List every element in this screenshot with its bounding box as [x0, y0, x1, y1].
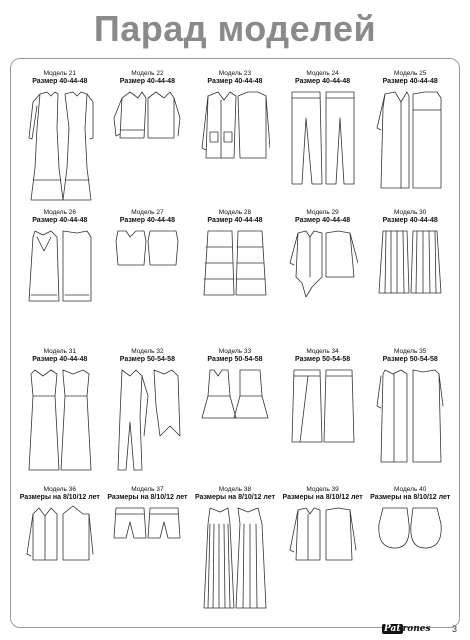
model-size: Размер 40-44-48 [295, 78, 351, 85]
garment-sketch-icon [375, 504, 445, 554]
model-number: Модель 25 [394, 70, 427, 77]
model-number: Модель 31 [43, 347, 76, 355]
model-size: Размер 40-44-48 [382, 78, 438, 85]
model-number: Модель 22 [131, 70, 164, 77]
model-size: Размер 40-44-48 [295, 216, 351, 224]
model-number: Модель 29 [306, 208, 339, 216]
model-size: Размеры на 8/10/12 лет [194, 494, 276, 502]
garment-sketch-icon [25, 227, 95, 307]
model-size: Размер 50-54-58 [295, 355, 351, 363]
model-card [279, 207, 367, 346]
garment-sketch-icon [288, 227, 358, 302]
garment-sketch-icon [200, 88, 270, 168]
model-card [16, 484, 104, 623]
model-size: Размер 40-44-48 [207, 216, 263, 224]
model-card [104, 68, 192, 207]
model-size: Размеры на 8/10/12 лет [370, 494, 451, 502]
model-number: Модель 38 [218, 486, 252, 494]
model-card [191, 484, 279, 623]
model-number: Модель 34 [306, 347, 339, 355]
model-size: Размеры на 8/10/12 лет [107, 494, 188, 502]
model-number: Модель 40 [394, 486, 427, 494]
model-card [279, 346, 367, 485]
model-card [104, 484, 192, 623]
model-number: Модель 32 [131, 347, 164, 355]
garment-sketch-icon [112, 504, 182, 542]
model-number: Модель 24 [306, 70, 339, 77]
model-card [366, 68, 454, 207]
model-number: Модель 36 [43, 486, 76, 494]
model-size: Размер 50-54-58 [119, 355, 175, 363]
garment-sketch-icon [25, 366, 95, 476]
model-number: Модель 35 [394, 347, 427, 355]
model-number: Модель 28 [218, 208, 252, 216]
model-size: Размер 50-54-58 [382, 355, 438, 363]
garment-sketch-icon [25, 504, 95, 564]
garment-sketch-icon [200, 227, 270, 299]
page-number: 3 [452, 624, 458, 634]
model-number: Модель 26 [43, 208, 76, 216]
model-card [16, 346, 104, 485]
model-card [366, 346, 454, 485]
model-card [279, 68, 367, 207]
model-size: Размер 40-44-48 [32, 78, 88, 85]
model-card [191, 68, 279, 207]
garment-sketch-icon [200, 366, 270, 436]
model-card [191, 207, 279, 346]
model-number: Модель 33 [218, 347, 252, 355]
model-size: Размер 40-44-48 [119, 78, 175, 85]
garment-sketch-icon [200, 504, 270, 614]
model-card [104, 346, 192, 485]
model-size: Размер 40-44-48 [207, 78, 263, 85]
model-size: Размер 50-54-58 [207, 355, 263, 363]
model-number: Модель 23 [218, 70, 252, 77]
garment-sketch-icon [375, 366, 445, 466]
model-size: Размеры на 8/10/12 лет [282, 494, 363, 502]
model-card [104, 207, 192, 346]
garment-sketch-icon [112, 366, 182, 476]
model-size: Размер 40-44-48 [32, 216, 88, 224]
model-card [191, 346, 279, 485]
model-size: Размер 40-44-48 [119, 216, 175, 224]
garment-sketch-icon [375, 227, 445, 297]
model-card [279, 484, 367, 623]
model-card [366, 207, 454, 346]
model-number: Модель 39 [306, 486, 339, 494]
brand-logo: Pat rones [384, 624, 431, 634]
garment-sketch-icon [25, 88, 95, 206]
model-size: Размер 40-44-48 [32, 355, 88, 363]
models-grid [16, 68, 454, 623]
page-title: Парад моделей [93, 8, 377, 49]
model-number: Модель 37 [131, 486, 164, 494]
model-card [366, 484, 454, 623]
garment-sketch-icon [288, 504, 358, 564]
model-number: Модель 21 [43, 70, 76, 77]
garment-sketch-icon [375, 88, 445, 193]
garment-sketch-icon [288, 366, 358, 446]
garment-sketch-icon [112, 227, 182, 269]
model-number: Модель 27 [131, 208, 164, 216]
model-number: Модель 30 [394, 208, 427, 216]
model-size: Размеры на 8/10/12 лет [19, 494, 100, 502]
model-card [16, 207, 104, 346]
garment-sketch-icon [288, 88, 358, 188]
model-card [16, 68, 104, 207]
model-size: Размер 40-44-48 [382, 216, 438, 224]
garment-sketch-icon [112, 88, 182, 158]
